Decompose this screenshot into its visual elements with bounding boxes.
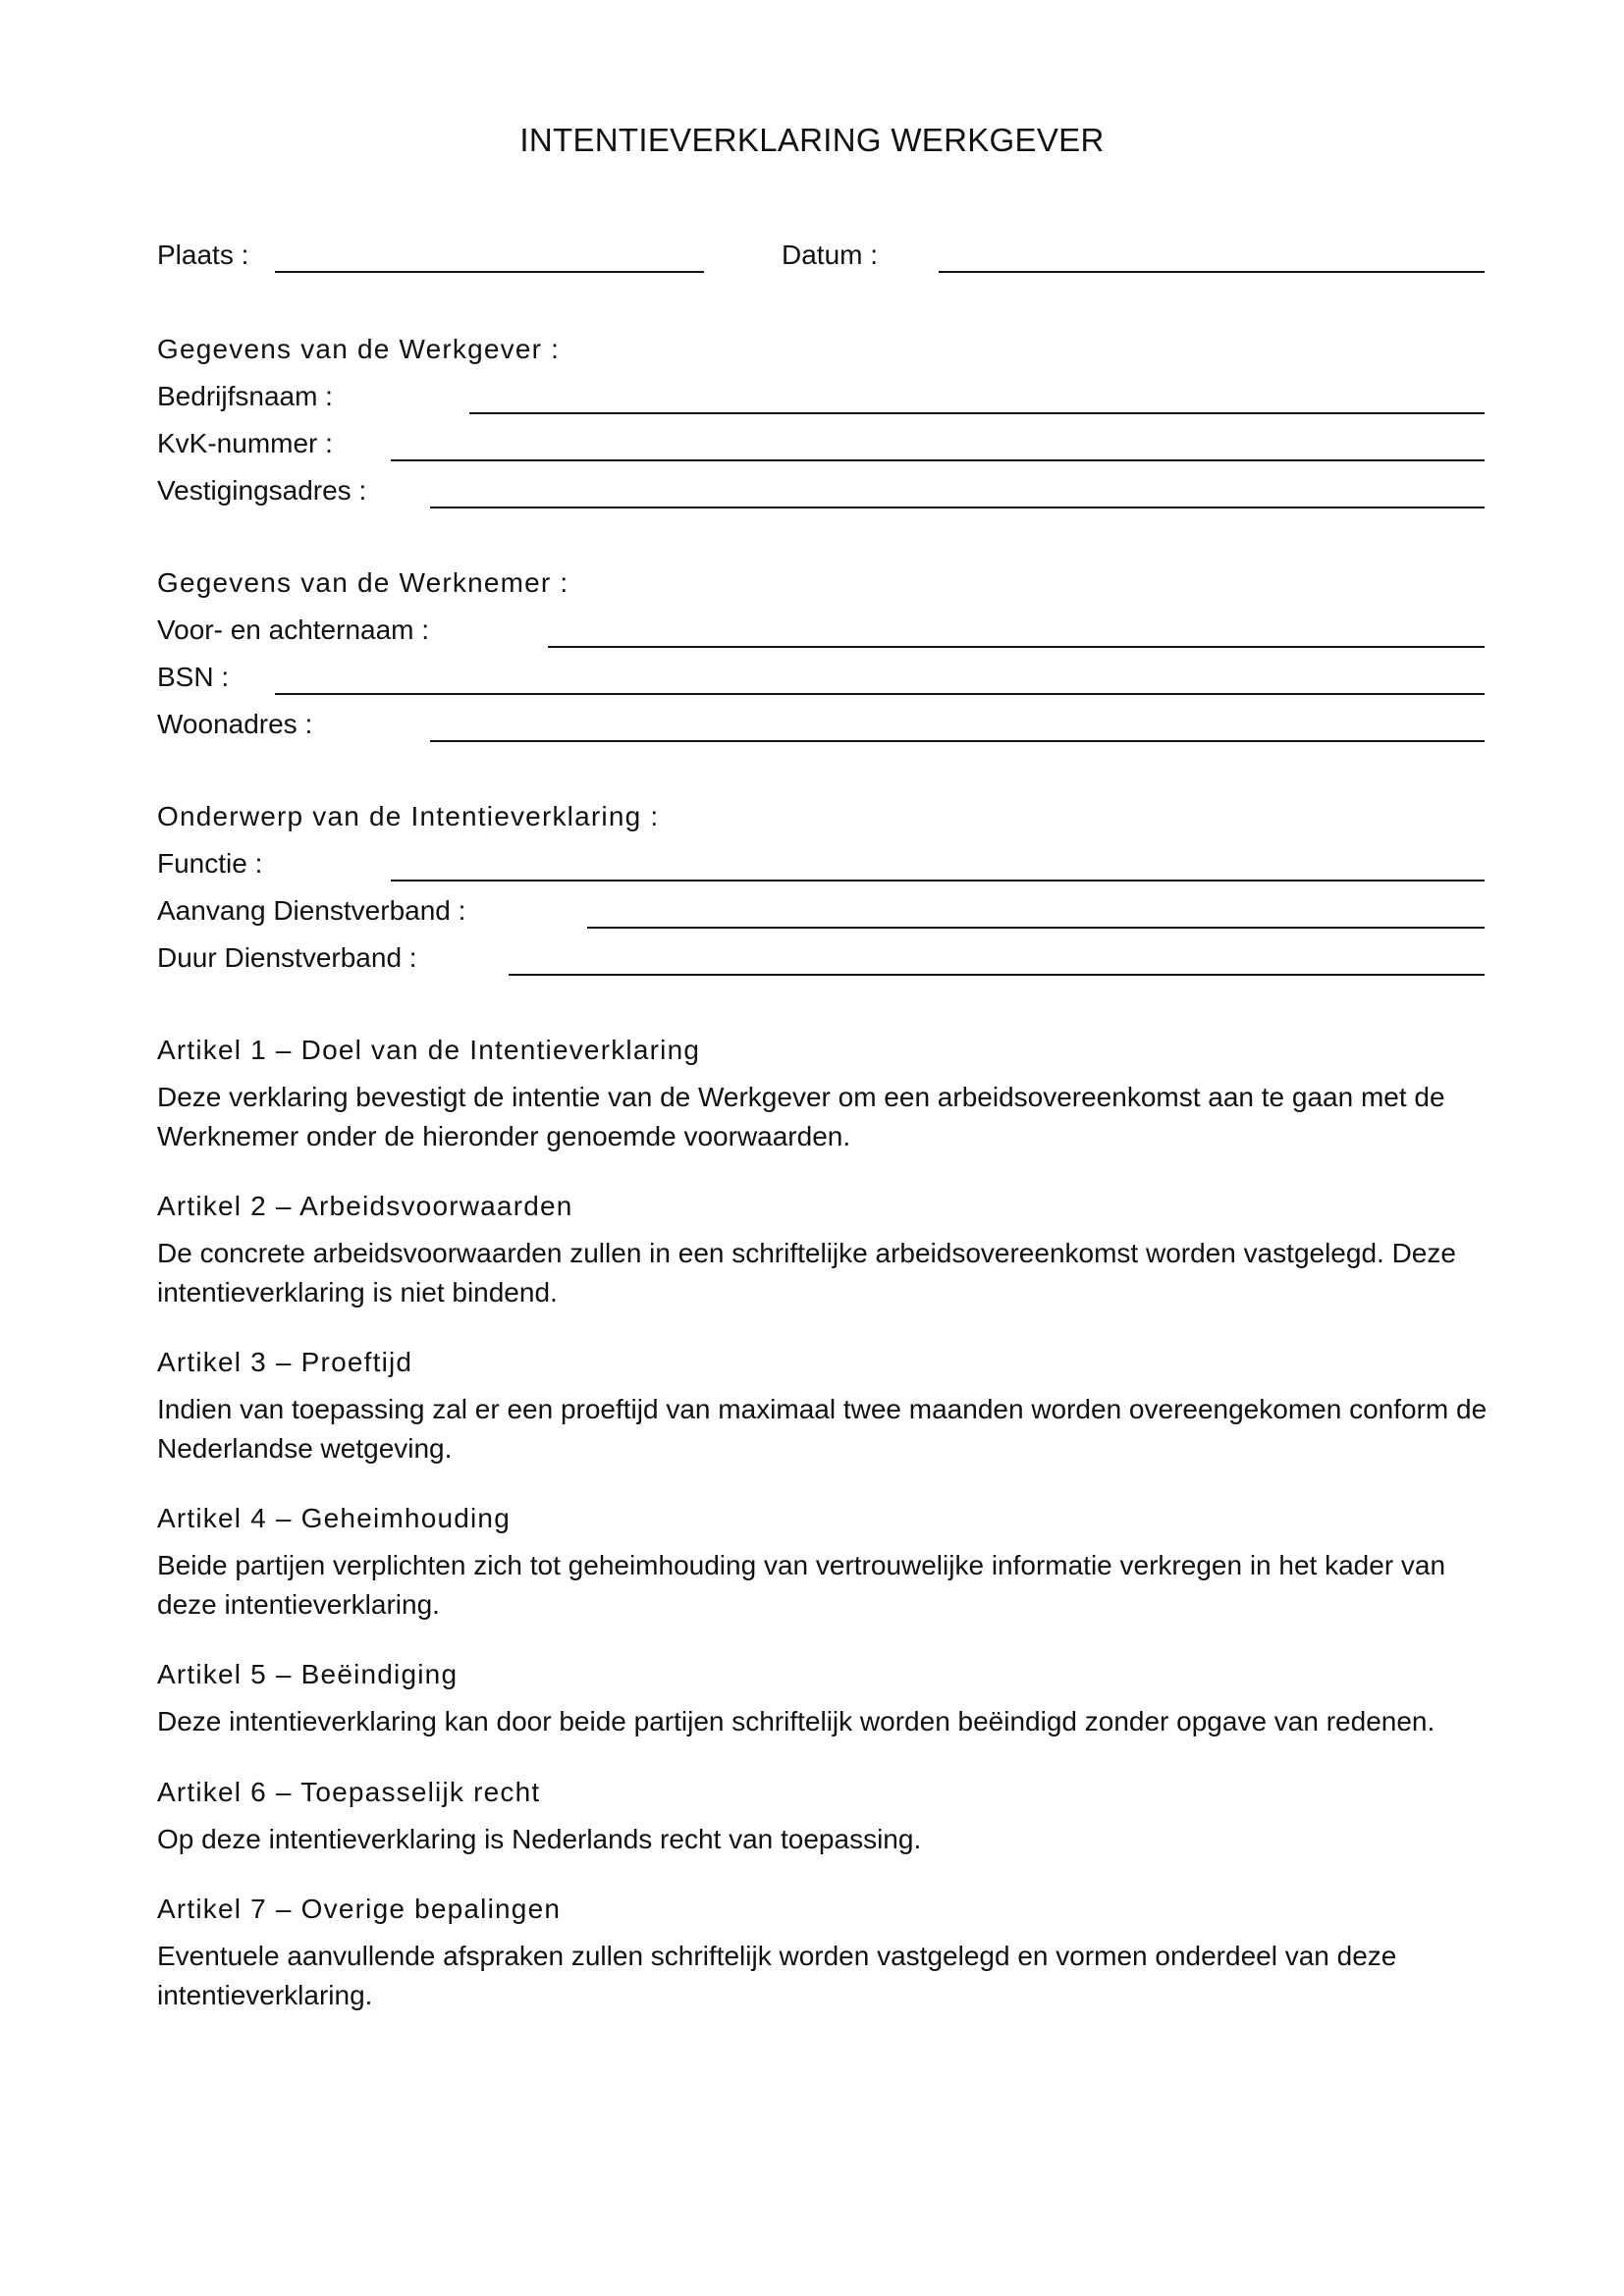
place-field[interactable] — [275, 271, 704, 273]
article-3-text: Indien van toepassing zal er een proeftijd van maximaal twee maanden worden overeengekomen conform de Nederlandse wetgeving. — [157, 1394, 1488, 1464]
full-name-label: Voor- en achternaam : — [157, 614, 430, 645]
employer-heading: Gegevens van de Werkgever : — [157, 334, 561, 364]
article-5-text: Deze intentieverklaring kan door beide partijen schriftelijk worden beëindigd zonder opgave van redenen. — [157, 1706, 1435, 1736]
function-field[interactable] — [391, 880, 1485, 881]
full-name-field[interactable] — [548, 646, 1485, 648]
employee-heading: Gegevens van de Werknemer : — [157, 567, 569, 598]
employment-start-label: Aanvang Dienstverband : — [157, 895, 466, 926]
company-name-field[interactable] — [469, 412, 1485, 414]
article-7-text: Eventuele aanvullende afspraken zullen schriftelijk worden vastgelegd en vormen onderdeel van deze intentieverklaring. — [157, 1941, 1397, 2010]
employment-start-field[interactable] — [587, 927, 1485, 929]
function-label: Functie : — [157, 848, 263, 879]
article-1-text: Deze verklaring bevestigt de intentie van de Werkgever om een arbeidsovereenkomst aan te gaan met de Werknemer onder de hieronder genoemde voorwaarden. — [157, 1082, 1445, 1151]
home-address-label: Woonadres : — [157, 709, 313, 739]
business-address-label: Vestigingsadres : — [157, 475, 367, 506]
article-2-text: De concrete arbeidsvoorwaarden zullen in een schriftelijke arbeidsovereenkomst worden vastgelegd. Deze intentieverklaring is niet bindend. — [157, 1238, 1456, 1308]
article-4-text: Beide partijen verplichten zich tot geheimhouding van vertrouwelijke informatie verkregen in het kader van deze intentieverklaring. — [157, 1550, 1446, 1620]
article-6-text: Op deze intentieverklaring is Nederlands recht van toepassing. — [157, 1824, 922, 1854]
subject-heading: Onderwerp van de Intentieverklaring : — [157, 801, 660, 831]
article-6-heading: Artikel 6 – Toepasselijk recht — [157, 1777, 541, 1807]
article-7-heading: Artikel 7 – Overige bepalingen — [157, 1894, 562, 1924]
document-title: INTENTIEVERKLARING WERKGEVER — [519, 122, 1105, 158]
article-4-heading: Artikel 4 – Geheimhouding — [157, 1503, 511, 1533]
article-5-heading: Artikel 5 – Beëindiging — [157, 1659, 459, 1689]
kvk-number-field[interactable] — [391, 459, 1485, 461]
home-address-field[interactable] — [430, 740, 1485, 742]
place-label: Plaats : — [157, 240, 249, 270]
company-name-label: Bedrijfsnaam : — [157, 381, 333, 411]
business-address-field[interactable] — [430, 507, 1485, 508]
article-2-heading: Artikel 2 – Arbeidsvoorwaarden — [157, 1191, 573, 1221]
article-3-heading: Artikel 3 – Proeftijd — [157, 1347, 413, 1377]
kvk-number-label: KvK-nummer : — [157, 428, 333, 458]
bsn-field[interactable] — [275, 693, 1485, 695]
date-field[interactable] — [939, 271, 1485, 273]
article-1-heading: Artikel 1 – Doel van de Intentieverklaring — [157, 1035, 701, 1065]
employment-duration-label: Duur Dienstverband : — [157, 942, 417, 973]
bsn-label: BSN : — [157, 662, 230, 692]
employment-duration-field[interactable] — [509, 974, 1485, 976]
date-label: Datum : — [782, 240, 879, 270]
